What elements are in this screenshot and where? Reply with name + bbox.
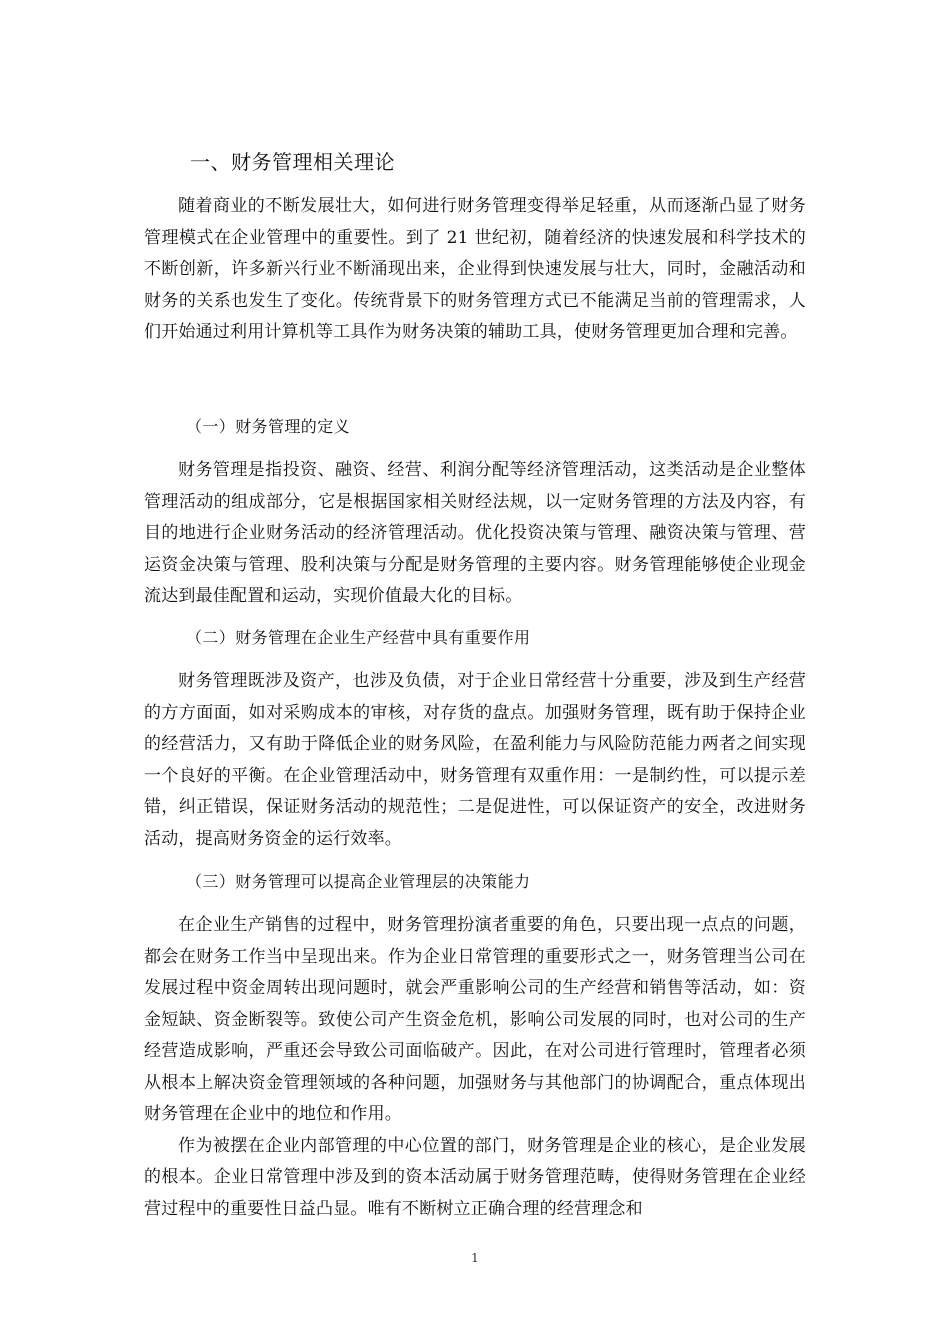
subsection-3-block [144, 910, 806, 1225]
subsection-heading-2: （二）财务管理在企业生产经营中具有重要作用 [186, 628, 531, 647]
page-number: 1 [471, 1251, 479, 1265]
subsection-3-paragraph-1: 在企业生产销售的过程中，财务管理扮演者重要的角色，只要出现一点点的问题，都会在财务工作当中呈现出来。作为企业日常管理的重要形式之一，财务管理当公司在发展过程中资金周转出现问题时，就会严重影响公司的生产经营和销售等活动，如：资金短缺、资金断裂等。致使公司产生资金危机，影响公司发展的同时，也对公司的生产经营造成影响，严重还会导致公司面临破产。因此，在对公司进行管理时，管理者必须从根本上解决资金管理领域的各种问题，加强财务与其他部门的协调配合，重点体现出财务管理在企业中的地位和作用。 [144, 915, 806, 1124]
intro-paragraph: 随着商业的不断发展壮大，如何进行财务管理变得举足轻重，从而逐渐凸显了财务管理模式在企业管理中的重要性。到了 21 世纪初，随着经济的快速发展和科学技术的不断创新，许多新兴行业不断涌现出来，企业得到快速发展与壮大，同时，金融活动和财务的关系也发生了变化。传统背景下的财务管理方式已不能满足当前的管理需求，人们开始通过利用计算机等工具作为财务决策的辅助工具，使财务管理更加合理和完善。 [144, 196, 806, 342]
subsection-1-block [144, 455, 806, 613]
intro-block [144, 191, 806, 349]
subsection-1-paragraph: 财务管理是指投资、融资、经营、利润分配等经济管理活动，这类活动是企业整体管理活动的组成部分，它是根据国家相关财经法规，以一定财务管理的方法及内容，有目的地进行企业财务活动的经济管理活动。优化投资决策与管理、融资决策与管理、营运资金决策与管理、股利决策与分配是财务管理的主要内容。财务管理能够使企业现金流达到最佳配置和运动，实现价值最大化的目标。 [144, 460, 806, 606]
subsection-2-block [144, 666, 806, 855]
subsection-3-paragraph-2: 作为被摆在企业内部管理的中心位置的部门，财务管理是企业的核心，是企业发展的根本。企业日常管理中涉及到的资本活动属于财务管理范畴，使得财务管理在企业经营过程中的重要性日益凸显。唯有不断树立正确合理的经营理念和 [144, 1135, 806, 1219]
subsection-2-paragraph: 财务管理既涉及资产，也涉及负债，对于企业日常经营十分重要，涉及到生产经营的方方面面，如对采购成本的审核，对存货的盘点。加强财务管理，既有助于保持企业的经营活力，又有助于降低企业的财务风险，在盈利能力与风险防范能力两者之间实现一个良好的平衡。在企业管理活动中，财务管理有双重作用：一是制约性，可以提示差错，纠正错误，保证财务活动的规范性；二是促进性，可以保证资产的安全，改进财务活动，提高财务资金的运行效率。 [144, 671, 806, 849]
section-title: 一、财务管理相关理论 [190, 150, 395, 174]
subsection-heading-1: （一）财务管理的定义 [186, 417, 351, 436]
subsection-heading-3: （三）财务管理可以提高企业管理层的决策能力 [186, 872, 531, 891]
